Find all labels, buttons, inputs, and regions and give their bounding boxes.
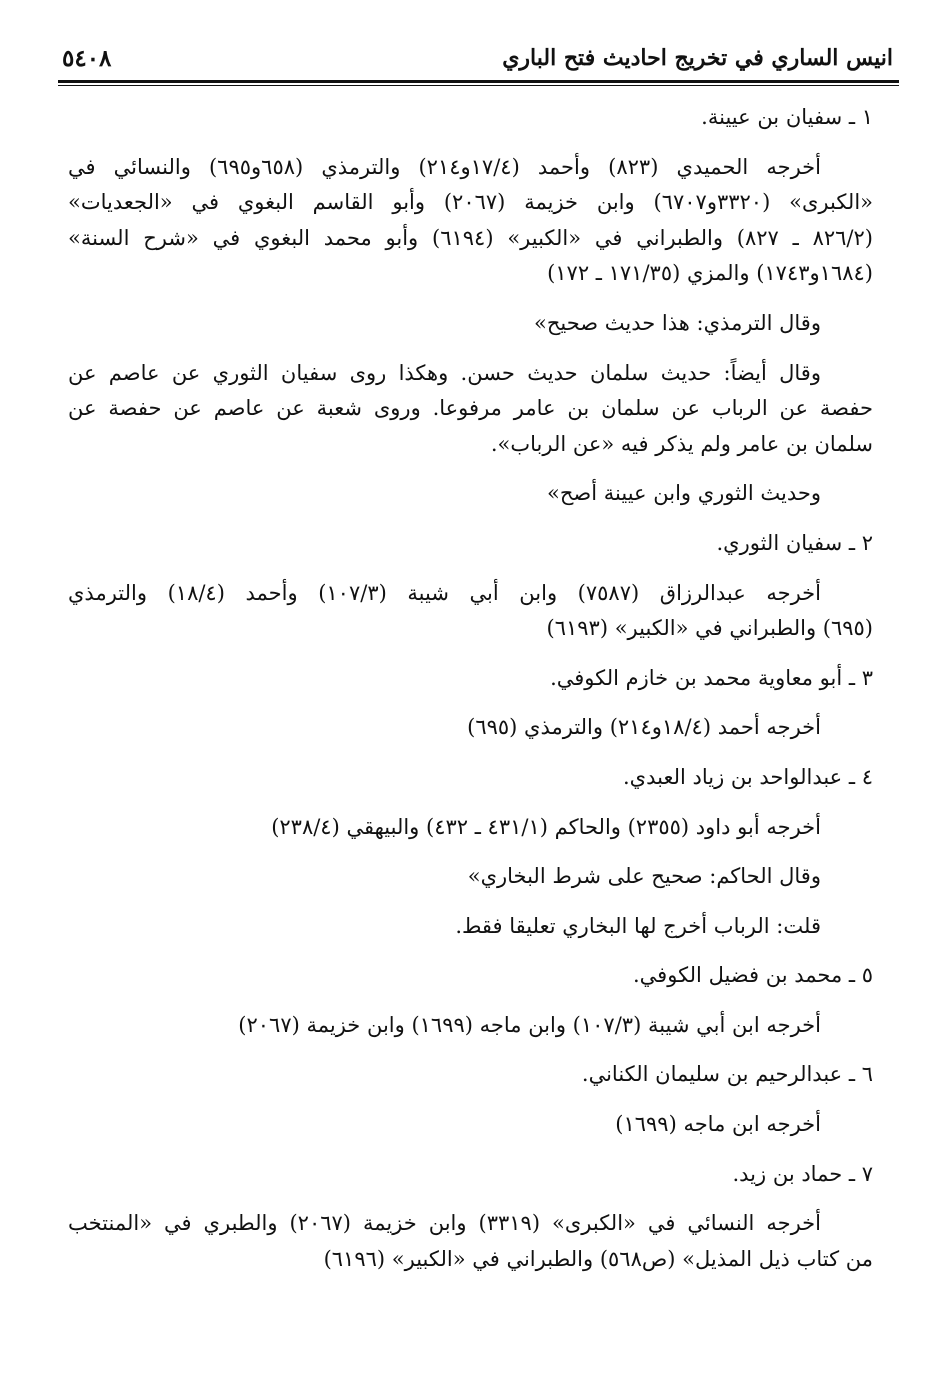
text-line: ٦ ـ عبدالرحيم بن سليمان الكناني.	[581, 1062, 873, 1087]
text-line: ٥ ـ محمد بن فضيل الكوفي.	[633, 963, 873, 988]
item-heading	[68, 100, 873, 136]
page-body	[68, 100, 873, 1291]
text-line: من كتاب ذيل المذيل» (ص٥٦٨) والطبراني في «الكبير» (٦١٩٦)	[323, 1246, 873, 1271]
text-line: أخرجه أحمد (١٨/٤و٢١٤) والترمذي (٦٩٥)	[467, 715, 821, 740]
text-line: وقال أيضاً: حديث سلمان حديث حسن. وهكذا روى سفيان الثوري عن عاصم عن	[68, 360, 821, 385]
text-line: أخرجه أبو داود (٢٣٥٥) والحاكم (٤٣١/١ ـ ٤٣٢) والبيهقي (٢٣٨/٤)	[271, 814, 821, 839]
text-line: (٦٩٥) والطبراني في «الكبير» (٦١٩٣)	[546, 616, 873, 641]
paragraph	[68, 909, 873, 945]
header-rule	[58, 80, 899, 86]
paragraph	[68, 306, 873, 342]
text-line: ٧ ـ حماد بن زيد.	[732, 1161, 873, 1186]
item-heading	[68, 1157, 873, 1193]
item-heading	[68, 526, 873, 562]
paragraph	[68, 710, 873, 746]
text-line: ٢ ـ سفيان الثوري.	[716, 530, 873, 555]
text-line: حفصة عن الرباب عن سلمان بن عامر مرفوعا. وروى شعبة عن عاصم عن حفصة عن	[68, 396, 873, 421]
paragraph	[68, 150, 873, 292]
item-heading	[68, 1057, 873, 1093]
text-line: وقال الحاكم: صحيح على شرط البخاري»	[467, 864, 821, 889]
text-line: أخرجه عبدالرزاق (٧٥٨٧) وابن أبي شيبة (١٠٧/٣) وأحمد (١٨/٤) والترمذي	[68, 580, 821, 605]
text-line: ٣ ـ أبو معاوية محمد بن خازم الكوفي.	[550, 665, 873, 690]
item-heading	[68, 760, 873, 796]
text-line: وحديث الثوري وابن عيينة أصح»	[547, 481, 821, 506]
text-line: (٨٢٦/٢ ـ ٨٢٧) والطبراني في «الكبير» (٦١٩٤) وأبو محمد البغوي في «شرح السنة»	[68, 225, 873, 250]
paragraph	[68, 1008, 873, 1044]
text-line: أخرجه الحميدي (٨٢٣) وأحمد (١٧/٤و٢١٤) والترمذي (٦٥٨و٦٩٥) والنسائي في	[68, 154, 821, 179]
text-line: أخرجه ابن ماجه (١٦٩٩)	[615, 1112, 821, 1137]
paragraph	[68, 576, 873, 647]
text-line: أخرجه ابن أبي شيبة (١٠٧/٣) وابن ماجه (١٦٩٩) وابن خزيمة (٢٠٦٧)	[238, 1012, 821, 1037]
text-line: ١ ـ سفيان بن عيينة.	[701, 105, 873, 129]
text-line: (١٦٨٤و١٧٤٣) والمزي (١٧١/٣٥ ـ ١٧٢)	[547, 261, 873, 286]
text-line: قلت: الرباب أخرج لها البخاري تعليقا فقط.	[455, 913, 821, 938]
text-line: ٤ ـ عبدالواحد بن زياد العبدي.	[622, 764, 873, 789]
book-title: انيس الساري في تخريج احاديث فتح الباري	[502, 45, 893, 71]
paragraph	[68, 1206, 873, 1277]
paragraph	[68, 810, 873, 846]
text-line: «الكبرى» (٣٣٢٠و٦٧٠٧) وابن خزيمة (٢٠٦٧) وأبو القاسم البغوي في «الجعديات»	[68, 190, 874, 215]
paragraph	[68, 476, 873, 512]
paragraph	[68, 859, 873, 895]
page-number: ٥٤٠٨	[62, 44, 112, 72]
running-header	[62, 36, 893, 80]
paragraph	[68, 356, 873, 463]
item-heading	[68, 958, 873, 994]
paragraph	[68, 1107, 873, 1143]
item-heading	[68, 661, 873, 697]
text-line: وقال الترمذي: هذا حديث صحيح»	[533, 310, 821, 335]
text-line: أخرجه النسائي في «الكبرى» (٣٣١٩) وابن خزيمة (٢٠٦٧) والطبري في «المنتخب	[68, 1211, 822, 1236]
text-line: سلمان بن عامر ولم يذكر فيه «عن الرباب».	[490, 431, 873, 456]
